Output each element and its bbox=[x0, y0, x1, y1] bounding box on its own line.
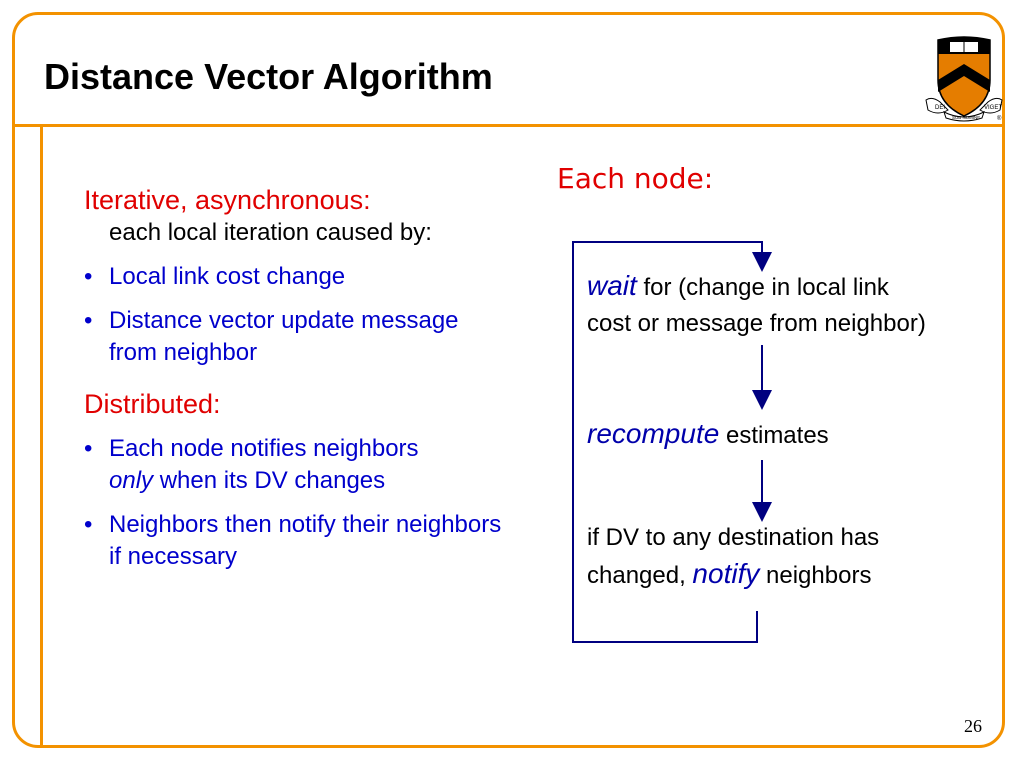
each-node-heading: Each node: bbox=[557, 162, 714, 195]
notify-keyword: notify bbox=[692, 558, 760, 589]
wait-text-line2: cost or message from neighbor) bbox=[587, 310, 926, 337]
bullet-text: when its DV changes bbox=[153, 467, 386, 494]
bullet-icon: • bbox=[84, 263, 93, 290]
notify-text-post: neighbors bbox=[759, 562, 872, 589]
iterative-heading: Iterative, asynchronous: bbox=[84, 185, 371, 215]
wait-keyword: wait bbox=[587, 270, 637, 301]
slide-title: Distance Vector Algorithm bbox=[44, 56, 493, 97]
bullet-text-emphasis: only bbox=[109, 467, 154, 494]
wait-step bbox=[587, 268, 926, 342]
bullet-text: Local link cost change bbox=[109, 263, 346, 290]
distributed-heading: Distributed: bbox=[84, 389, 221, 419]
bullet-icon: • bbox=[84, 511, 93, 538]
notify-step bbox=[587, 520, 879, 594]
wait-text-line1: for (change in local link bbox=[636, 274, 889, 301]
recompute-keyword: recompute bbox=[587, 418, 720, 449]
bullet-text: Neighbors then notify their neighbors if necessary bbox=[109, 511, 502, 570]
logo-motto-left: DEI bbox=[935, 105, 946, 111]
logo-motto-right: VIGET bbox=[984, 105, 1003, 111]
recompute-step bbox=[587, 416, 829, 454]
recompute-text: estimates bbox=[719, 422, 829, 449]
bullet-icon: • bbox=[84, 307, 93, 334]
bullet-text: Distance vector update message from neighbor bbox=[109, 307, 459, 366]
iteration-cause-text: each local iteration caused by: bbox=[109, 219, 432, 246]
logo-registered-mark: ® bbox=[997, 116, 1002, 122]
notify-text-line1: if DV to any destination has bbox=[587, 524, 880, 551]
logo-motto-center: SUB NUMINE bbox=[952, 115, 981, 120]
page-number: 26 bbox=[964, 716, 982, 736]
bullet-icon: • bbox=[84, 435, 93, 462]
bullet-text: Each node notifies neighbors bbox=[109, 435, 419, 462]
notify-text-pre: changed, bbox=[587, 562, 693, 589]
